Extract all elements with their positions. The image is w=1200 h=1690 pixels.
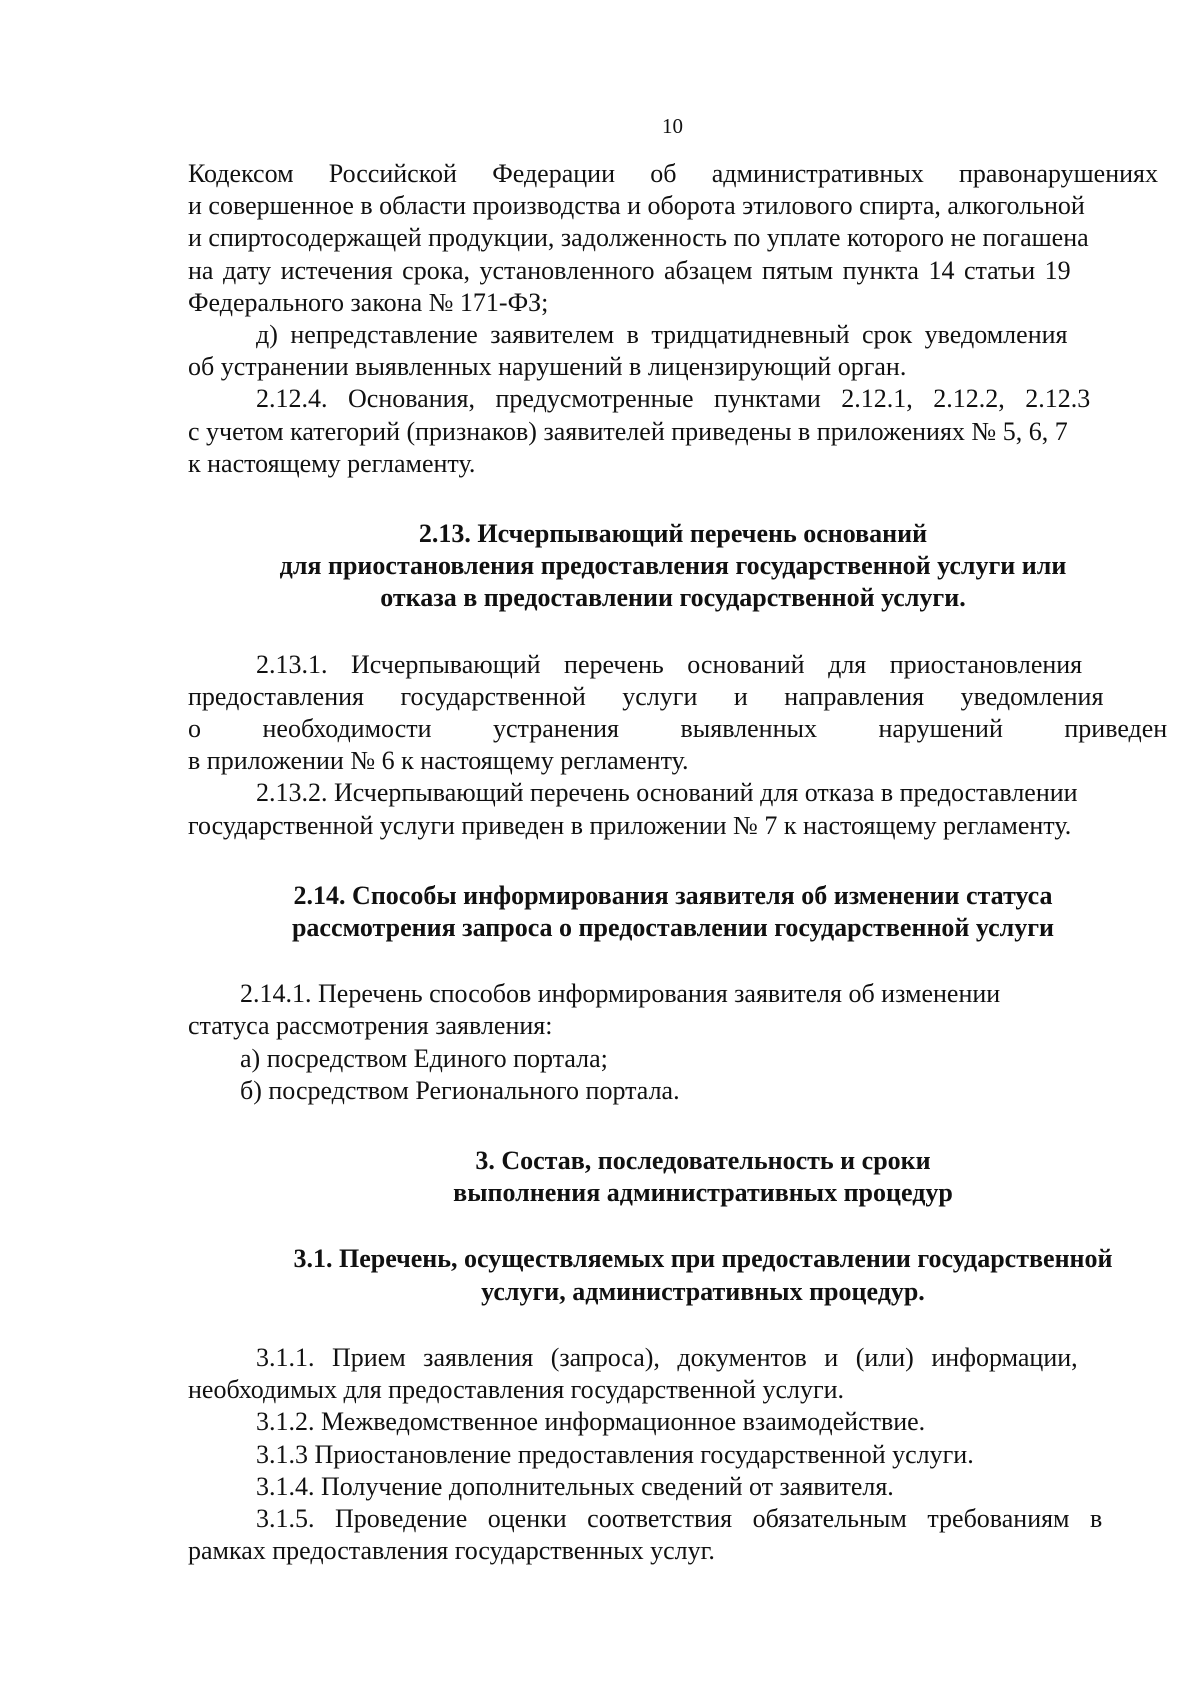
- paragraph-3-1-5: [188, 1503, 1158, 1567]
- paragraph-intro: [188, 158, 1158, 319]
- document-body: [188, 158, 1168, 1567]
- text-line: 2.13.2. Исчерпывающий перечень оснований для отказа в предоставлении: [256, 778, 1078, 808]
- list-notification-methods: [188, 1043, 1158, 1107]
- paragraph-3-1-1: [188, 1342, 1158, 1406]
- text-line: необходимых для предоставления государственной услуги.: [188, 1375, 845, 1405]
- heading-line: для приостановления предоставления государственной услуги или: [279, 551, 1067, 581]
- text-line: с учетом категорий (признаков) заявителей приведены в приложениях № 5, 6, 7: [188, 416, 1068, 446]
- text-line: Федерального закона № 171-ФЗ;: [188, 287, 549, 317]
- text-line: 3.1.3 Приостановление предоставления государственной услуги.: [256, 1439, 974, 1469]
- spacer: [188, 842, 1158, 880]
- page-number: 10: [662, 114, 683, 138]
- heading-2-14: [188, 880, 1158, 944]
- spacer: [188, 480, 1158, 518]
- text-line: 2.14.1. Перечень способов информирования заявителя об изменении: [240, 979, 1001, 1009]
- text-line: об устранении выявленных нарушений в лицензирующий орган.: [188, 352, 907, 382]
- spacer: [188, 1107, 1158, 1145]
- text-line: рамках предоставления государственных услуг.: [188, 1536, 715, 1566]
- text-line: статуса рассмотрения заявления:: [188, 1011, 553, 1041]
- heading-3-1: [188, 1243, 1158, 1307]
- paragraph-2-13-2: [188, 777, 1158, 841]
- spacer: [188, 944, 1158, 978]
- text-line: 3.1.1. Прием заявления (запроса), документов и (или) информации,: [256, 1342, 1078, 1372]
- paragraph-2-13-1: [188, 649, 1168, 778]
- text-line: и спиртосодержащей продукции, задолженность по уплате которого не погашена: [188, 223, 1089, 253]
- heading-line: услуги, административных процедур.: [481, 1276, 925, 1306]
- heading-line: 2.14. Способы информирования заявителя об изменении статуса: [293, 880, 1053, 910]
- text-line: государственной услуги приведен в приложении № 7 к настоящему регламенту.: [188, 810, 1072, 840]
- text-line: к настоящему регламенту.: [188, 448, 476, 478]
- spacer: [188, 615, 1158, 649]
- heading-2-13: [188, 518, 1158, 615]
- paragraph-3-1-2: [188, 1406, 1158, 1438]
- heading-line: отказа в предоставлении государственной услуги.: [380, 583, 966, 613]
- paragraph-3-1-4: [188, 1471, 1158, 1503]
- text-line: 3.1.5. Проведение оценки соответствия обязательным требованиям в: [256, 1503, 1103, 1533]
- list-item: а) посредством Единого портала;: [240, 1043, 608, 1073]
- text-line: и совершенное в области производства и оборота этилового спирта, алкогольной: [188, 191, 1085, 221]
- paragraph-item-d: [188, 319, 1158, 383]
- text-line: 3.1.4. Получение дополнительных сведений от заявителя.: [256, 1471, 894, 1501]
- text-line: д) непредставление заявителем в тридцатидневный срок уведомления: [256, 320, 1068, 350]
- text-line: о необходимости устранения выявленных нарушений приведен: [188, 714, 1168, 744]
- text-line: предоставления государственной услуги и направления уведомления: [188, 681, 1104, 711]
- heading-line: 3.1. Перечень, осуществляемых при предоставлении государственной: [293, 1244, 1113, 1274]
- text-line: 2.13.1. Исчерпывающий перечень оснований для приостановления: [256, 649, 1083, 679]
- text-line: в приложении № 6 к настоящему регламенту.: [188, 746, 689, 776]
- spacer: [188, 1308, 1158, 1342]
- spacer: [188, 1209, 1158, 1243]
- heading-line: 2.13. Исчерпывающий перечень оснований: [418, 519, 928, 549]
- text-line: 3.1.2. Межведомственное информационное взаимодействие.: [256, 1407, 926, 1437]
- paragraph-2-14-1: [188, 978, 1158, 1042]
- heading-line: выполнения административных процедур: [453, 1178, 953, 1208]
- heading-line: 3. Состав, последовательность и сроки: [475, 1146, 931, 1176]
- text-line: 2.12.4. Основания, предусмотренные пунктами 2.12.1, 2.12.2, 2.12.3: [256, 384, 1091, 414]
- text-line: Кодексом Российской Федерации об административных правонарушениях: [188, 159, 1158, 188]
- paragraph-3-1-3: [188, 1439, 1158, 1471]
- text-line: на дату истечения срока, установленного абзацем пятым пункта 14 статьи 19: [188, 255, 1071, 285]
- paragraph-2-12-4: [188, 383, 1158, 480]
- list-item: б) посредством Регионального портала.: [240, 1075, 680, 1105]
- heading-line: рассмотрения запроса о предоставлении государственной услуги: [291, 913, 1055, 943]
- heading-3: [188, 1145, 1158, 1209]
